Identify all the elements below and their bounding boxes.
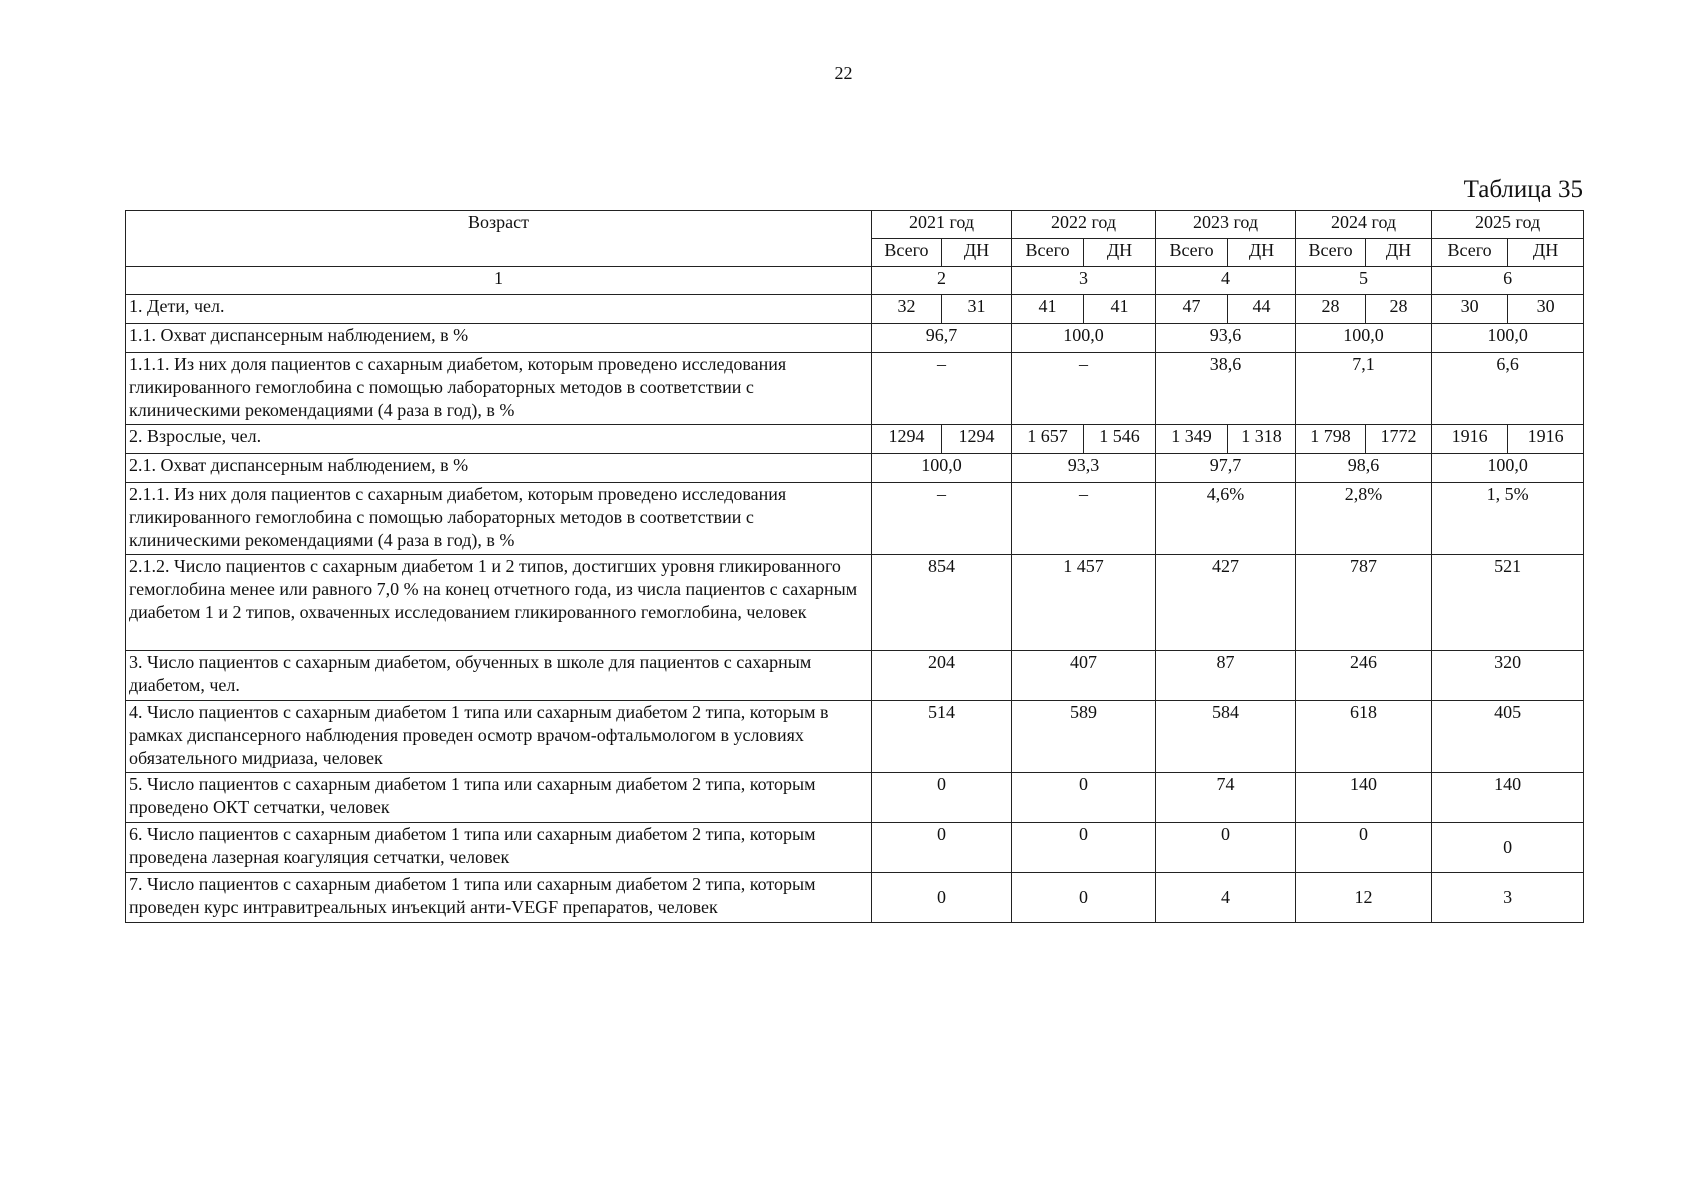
table-caption: Таблица 35: [1463, 176, 1583, 203]
cell-value: 6,6: [1432, 353, 1584, 425]
row-label: 1.1.1. Из них доля пациентов с сахарным диабетом, которым проведено исследования гликированного гемоглобина с помощью лабораторных методов в соответствии с клиническими рекомендациями (4 раза в год), в %: [126, 353, 872, 425]
cell-value: 100,0: [1432, 454, 1584, 483]
cell-value: 246: [1296, 651, 1432, 701]
table-row: [126, 483, 1584, 555]
table-row: [126, 873, 1584, 923]
cell-value: 100,0: [872, 454, 1012, 483]
header-dn: ДН: [1508, 239, 1584, 267]
row-label: 1.1. Охват диспансерным наблюдением, в %: [126, 324, 872, 353]
column-number: 6: [1432, 267, 1584, 295]
cell-value: 96,7: [872, 324, 1012, 353]
cell-value: 514: [872, 701, 1012, 773]
cell-value: 584: [1156, 701, 1296, 773]
row-label: 5. Число пациентов с сахарным диабетом 1 типа или сахарным диабетом 2 типа, которым проведено ОКТ сетчатки, человек: [126, 773, 872, 823]
header-total: Всего: [872, 239, 942, 267]
table-row: [126, 295, 1584, 324]
data-table: [125, 210, 1584, 923]
column-number: 2: [872, 267, 1012, 295]
cell-value: 98,6: [1296, 454, 1432, 483]
cell-total: 1294: [872, 425, 942, 454]
cell-dn: 28: [1366, 295, 1432, 324]
cell-value: 787: [1296, 555, 1432, 651]
cell-value: 618: [1296, 701, 1432, 773]
header-dn: ДН: [942, 239, 1012, 267]
column-number: 4: [1156, 267, 1296, 295]
header-dn: ДН: [1228, 239, 1296, 267]
cell-value: 87: [1156, 651, 1296, 701]
cell-value: 1, 5%: [1432, 483, 1584, 555]
table-row: [126, 454, 1584, 483]
table-row: [126, 773, 1584, 823]
cell-value: 0: [1012, 773, 1156, 823]
table-row: [126, 701, 1584, 773]
cell-total: 47: [1156, 295, 1228, 324]
row-label: 3. Число пациентов с сахарным диабетом, обученных в школе для пациентов с сахарным диабетом, чел.: [126, 651, 872, 701]
table-row: [126, 555, 1584, 651]
cell-value: 38,6: [1156, 353, 1296, 425]
cell-value: 0: [872, 873, 1012, 923]
cell-value: 7,1: [1296, 353, 1432, 425]
table-body: [126, 295, 1584, 923]
cell-value: 204: [872, 651, 1012, 701]
cell-value: 0: [1296, 823, 1432, 873]
row-label: 2. Взрослые, чел.: [126, 425, 872, 454]
cell-value: 854: [872, 555, 1012, 651]
cell-value: 427: [1156, 555, 1296, 651]
table-row: [126, 651, 1584, 701]
cell-total: 1916: [1432, 425, 1508, 454]
header-total: Всего: [1296, 239, 1366, 267]
cell-value: 4: [1156, 873, 1296, 923]
cell-value: 320: [1432, 651, 1584, 701]
cell-total: 28: [1296, 295, 1366, 324]
page-number: 22: [834, 63, 853, 83]
cell-value: 140: [1432, 773, 1584, 823]
header-year: 2022 год: [1012, 211, 1156, 239]
cell-total: 32: [872, 295, 942, 324]
cell-dn: 1772: [1366, 425, 1432, 454]
row-label: 6. Число пациентов с сахарным диабетом 1 типа или сахарным диабетом 2 типа, которым проведена лазерная коагуляция сетчатки, человек: [126, 823, 872, 873]
table-row: [126, 324, 1584, 353]
cell-dn: 1 318: [1228, 425, 1296, 454]
header-year: 2021 год: [872, 211, 1012, 239]
header-year: 2024 год: [1296, 211, 1432, 239]
row-label: 2.1.2. Число пациентов с сахарным диабетом 1 и 2 типов, достигших уровня гликированного гемоглобина менее или равного 7,0 % на конец отчетного года, из числа пациентов с сахарным диабетом 1 и 2 типов, охваченных исследованием гликированного гемоглобина, человек: [126, 555, 872, 651]
cell-value: 97,7: [1156, 454, 1296, 483]
cell-value: 405: [1432, 701, 1584, 773]
table-row: [126, 425, 1584, 454]
cell-value: –: [872, 483, 1012, 555]
cell-dn: 1294: [942, 425, 1012, 454]
cell-value: 93,3: [1012, 454, 1156, 483]
cell-value: 0: [1012, 873, 1156, 923]
cell-value: 12: [1296, 873, 1432, 923]
cell-total: 30: [1432, 295, 1508, 324]
column-number: 3: [1012, 267, 1156, 295]
cell-value: 100,0: [1012, 324, 1156, 353]
cell-value: 93,6: [1156, 324, 1296, 353]
table-row: [126, 353, 1584, 425]
header-year: 2025 год: [1432, 211, 1584, 239]
cell-value: 140: [1296, 773, 1432, 823]
cell-value: 1 457: [1012, 555, 1156, 651]
header-year: 2023 год: [1156, 211, 1296, 239]
cell-total: 1 657: [1012, 425, 1084, 454]
header-total: Всего: [1012, 239, 1084, 267]
cell-value: 4,6%: [1156, 483, 1296, 555]
table-row: [126, 823, 1584, 873]
row-label: 2.1.1. Из них доля пациентов с сахарным диабетом, которым проведено исследования гликированного гемоглобина с помощью лабораторных методов в соответствии с клиническими рекомендациями (4 раза в год), в %: [126, 483, 872, 555]
cell-total: 41: [1012, 295, 1084, 324]
cell-value: 0: [872, 773, 1012, 823]
cell-value: 407: [1012, 651, 1156, 701]
cell-value: –: [872, 353, 1012, 425]
cell-value: 3: [1432, 873, 1584, 923]
header-dn: ДН: [1084, 239, 1156, 267]
row-label: 1. Дети, чел.: [126, 295, 872, 324]
cell-value: 0: [872, 823, 1012, 873]
header-dn: ДН: [1366, 239, 1432, 267]
cell-value: –: [1012, 483, 1156, 555]
cell-dn: 30: [1508, 295, 1584, 324]
cell-value: 100,0: [1432, 324, 1584, 353]
cell-value: 0: [1156, 823, 1296, 873]
cell-dn: 1916: [1508, 425, 1584, 454]
cell-value: 74: [1156, 773, 1296, 823]
column-number: 1: [126, 267, 872, 295]
cell-dn: 31: [942, 295, 1012, 324]
row-label: 2.1. Охват диспансерным наблюдением, в %: [126, 454, 872, 483]
header-total: Всего: [1156, 239, 1228, 267]
cell-dn: 41: [1084, 295, 1156, 324]
cell-total: 1 349: [1156, 425, 1228, 454]
cell-value: 521: [1432, 555, 1584, 651]
cell-dn: 44: [1228, 295, 1296, 324]
row-label: 7. Число пациентов с сахарным диабетом 1 типа или сахарным диабетом 2 типа, которым проведен курс интравитреальных инъекций анти-VEGF препаратов, человек: [126, 873, 872, 923]
row-label: 4. Число пациентов с сахарным диабетом 1 типа или сахарным диабетом 2 типа, которым в рамках диспансерного наблюдения проведен осмотр врачом-офтальмологом в условиях обязательного мидриаза, человек: [126, 701, 872, 773]
cell-value: 0: [1432, 823, 1584, 873]
cell-value: –: [1012, 353, 1156, 425]
header-total: Всего: [1432, 239, 1508, 267]
table-header: [126, 211, 1584, 295]
cell-value: 0: [1012, 823, 1156, 873]
column-number: 5: [1296, 267, 1432, 295]
cell-value: 2,8%: [1296, 483, 1432, 555]
header-age: Возраст: [126, 211, 872, 267]
cell-dn: 1 546: [1084, 425, 1156, 454]
cell-value: 589: [1012, 701, 1156, 773]
cell-total: 1 798: [1296, 425, 1366, 454]
cell-value: 100,0: [1296, 324, 1432, 353]
